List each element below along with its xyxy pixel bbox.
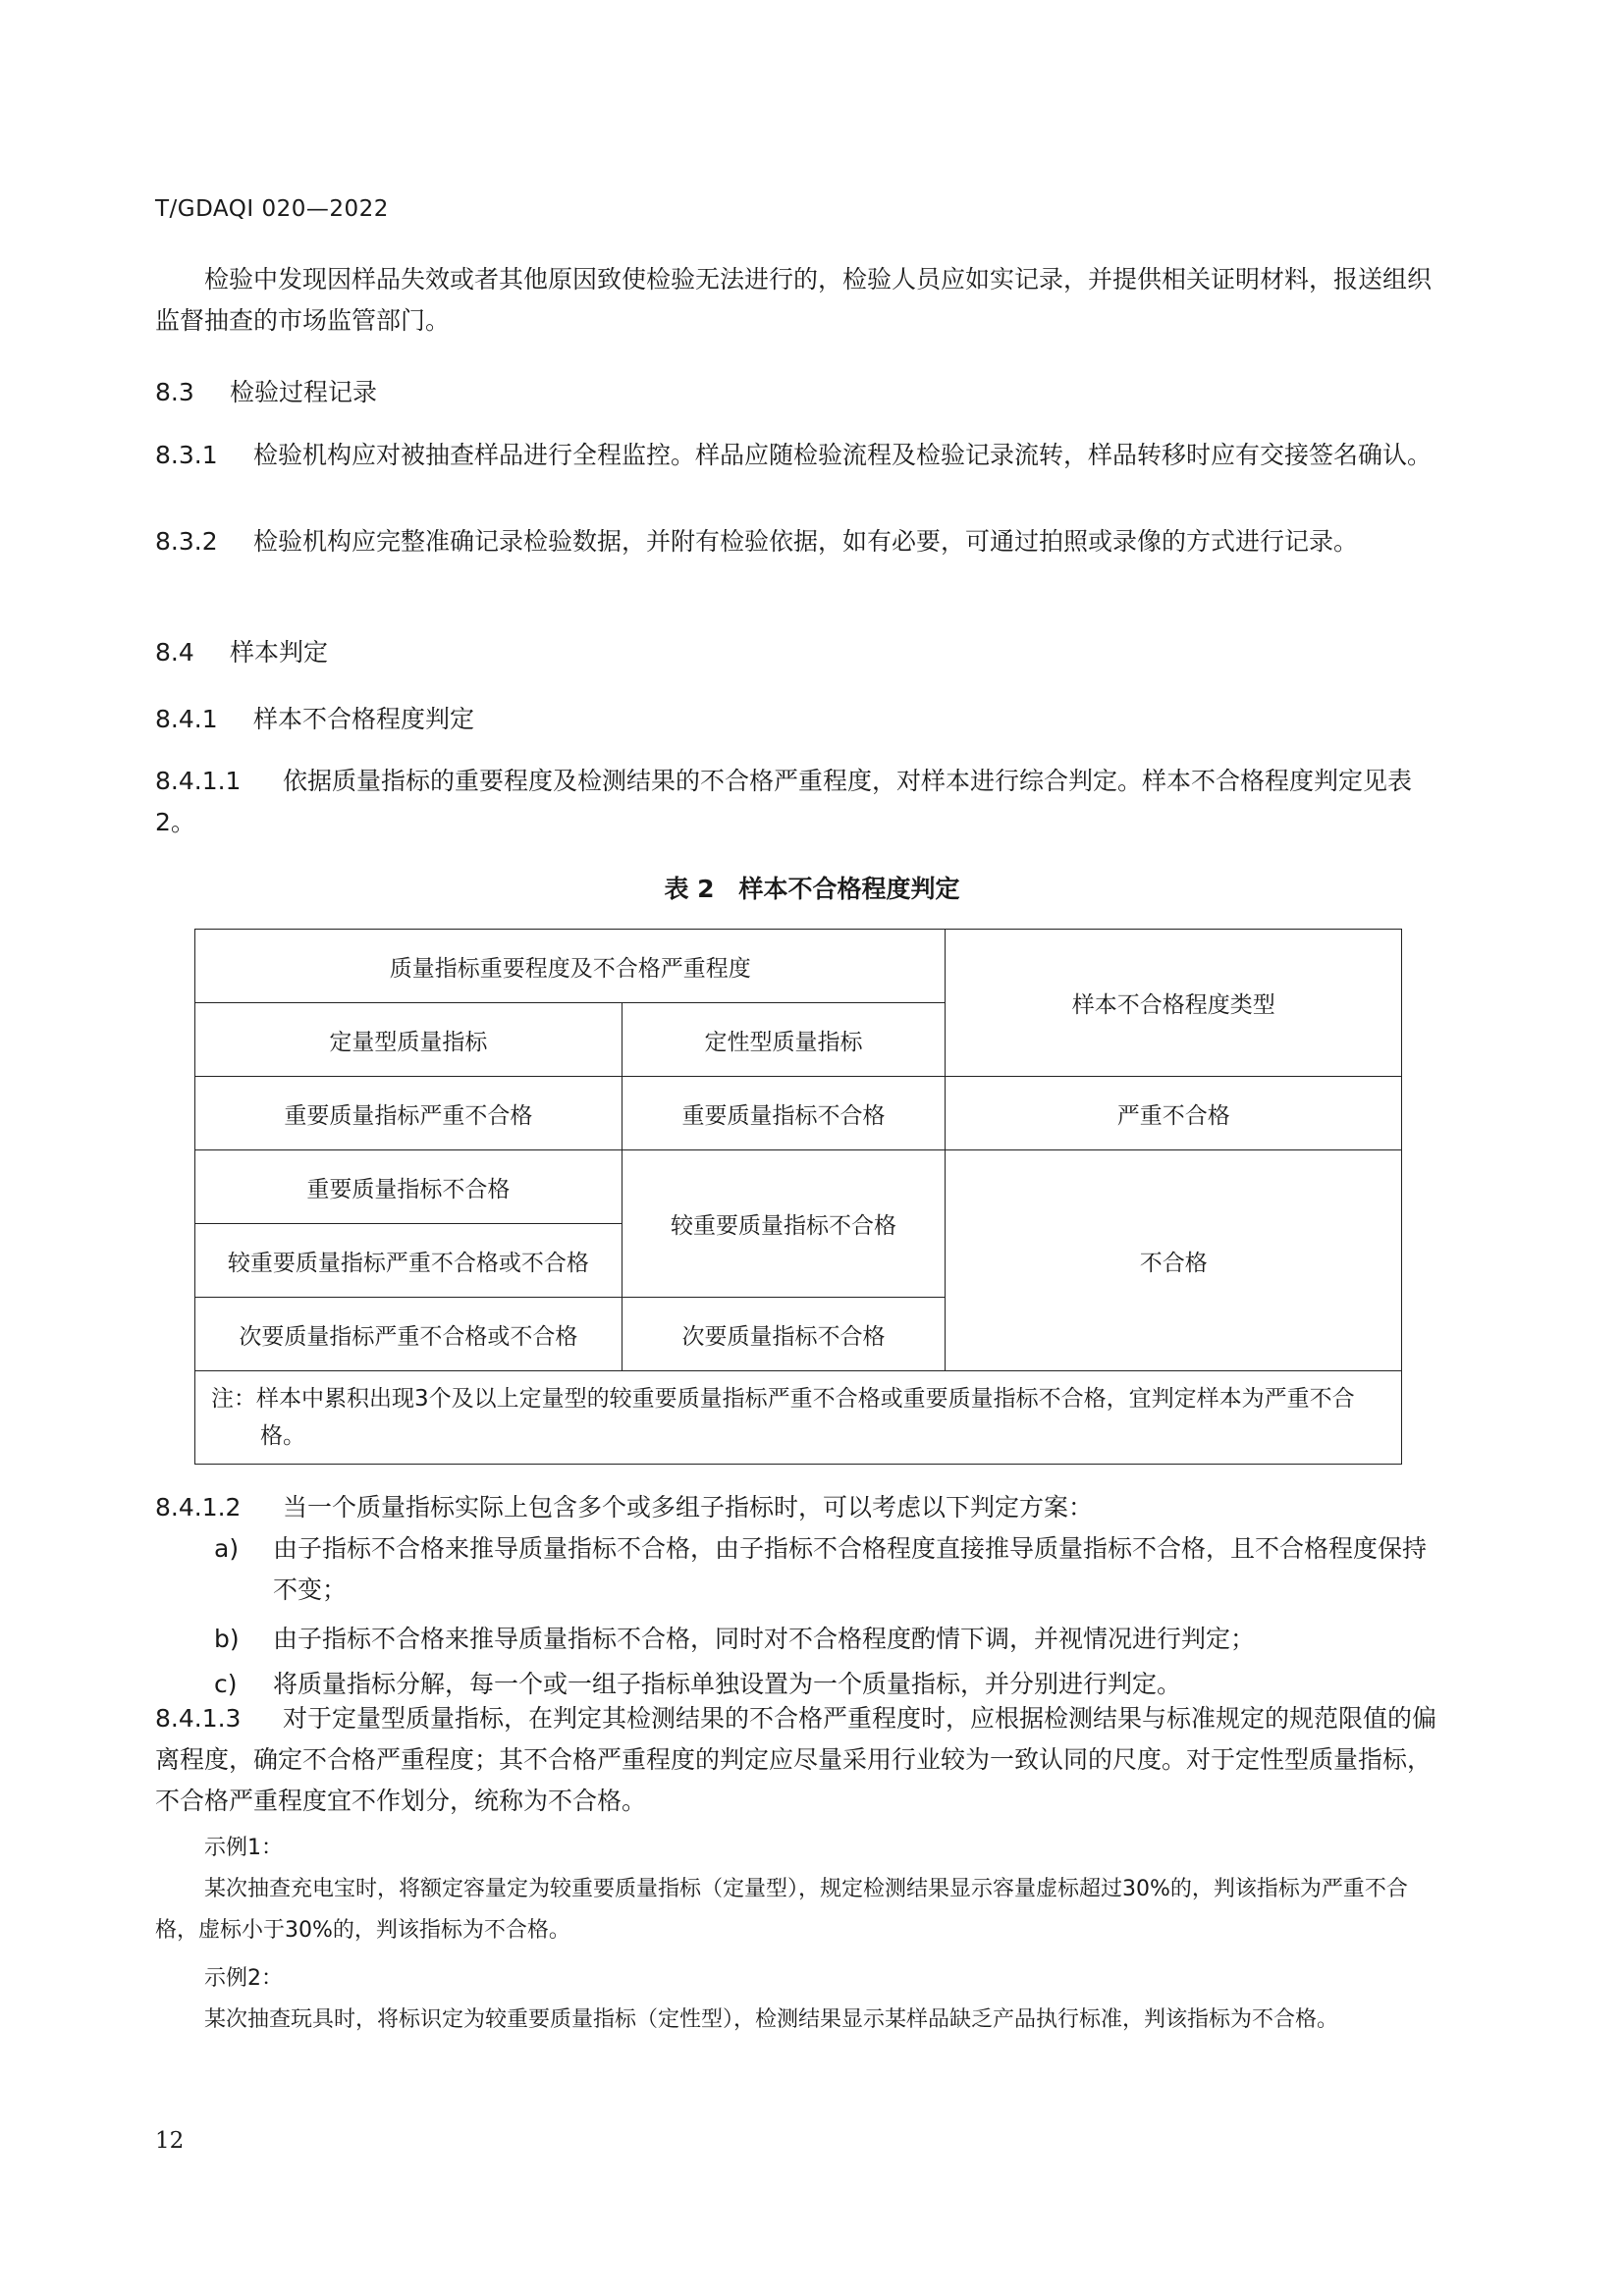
list-item-text: 由子指标不合格来推导质量指标不合格，由子指标不合格程度直接推导质量指标不合格，且不合格程度保持不变； [273, 1534, 1428, 1604]
clause-8-3-2 [155, 521, 1443, 562]
list-item [155, 1619, 1443, 1660]
table-cell: 严重不合格 [946, 1077, 1402, 1150]
section-title: 样本不合格程度判定 [253, 705, 475, 733]
clause-text: 检验机构应完整准确记录检验数据，并附有检验依据，如有必要，可通过拍照或录像的方式进行记录。 [253, 527, 1359, 556]
table-cell: 较重要质量指标严重不合格或不合格 [195, 1224, 623, 1298]
table-cell: 重要质量指标不合格 [622, 1077, 946, 1150]
example-label: 示例2： [204, 1966, 283, 1991]
clause-text: 当一个质量指标实际上包含多个或多组子指标时，可以考虑以下判定方案： [283, 1493, 1094, 1522]
section-number: 8.3 [155, 378, 194, 406]
table-cell: 较重要质量指标不合格 [622, 1150, 946, 1298]
table-caption: 表 2 样本不合格程度判定 [664, 875, 960, 903]
clause-number: 8.4.1.3 [155, 1704, 242, 1733]
section-8-4-heading [155, 633, 328, 668]
clause-8-4-1-2 [155, 1487, 1443, 1705]
clause-8-3-1 [155, 435, 1443, 476]
clause-8-4-1-1 [155, 761, 1443, 843]
example-text: 某次抽查玩具时，将标识定为较重要质量指标（定性型），检测结果显示某样品缺乏产品执行标准，判该指标为不合格。 [204, 2007, 1339, 2032]
list-item-text: 将质量指标分解，每一个或一组子指标单独设置为一个质量指标，并分别进行判定。 [273, 1670, 1182, 1698]
example-label: 示例1： [204, 1836, 283, 1860]
section-title: 检验过程记录 [230, 378, 378, 406]
clause-lead [155, 1487, 1443, 1528]
judgement-table [194, 929, 1402, 1465]
section-8-4-1-heading [155, 700, 474, 735]
page-number: 12 [155, 2128, 185, 2154]
clause-number: 8.3.2 [155, 527, 218, 556]
table-cell: 重要质量指标严重不合格 [195, 1077, 623, 1150]
clause-number: 8.4.1.1 [155, 767, 242, 795]
section-number: 8.4.1 [155, 705, 218, 733]
list-item-label: b) [214, 1625, 240, 1653]
clause-8-4-1-3 [155, 1698, 1443, 1822]
header-group-cell: 质量指标重要程度及不合格严重程度 [195, 930, 946, 1003]
list-item [155, 1528, 1443, 1611]
clause-text: 对于定量型质量指标，在判定其检测结果的不合格严重程度时，应根据检测结果与标准规定的规范限值的偏离程度，确定不合格严重程度；其不合格严重程度的判定应尽量采用行业较为一致认同的尺度。对于定性型质量指标，不合格严重程度宜不作划分，统称为不合格。 [155, 1704, 1437, 1815]
example-2 [155, 1958, 1443, 2041]
table-cell: 次要质量指标严重不合格或不合格 [195, 1298, 623, 1371]
section-title: 样本判定 [230, 638, 329, 667]
clause-number: 8.4.1.2 [155, 1493, 242, 1522]
clause-number: 8.3.1 [155, 441, 218, 469]
list-item-label: c) [214, 1670, 238, 1698]
table-cell: 重要质量指标不合格 [195, 1150, 623, 1224]
table-cell: 不合格 [946, 1150, 1402, 1371]
header-qual-cell: 定性型质量指标 [622, 1003, 946, 1077]
table-cell: 次要质量指标不合格 [622, 1298, 946, 1371]
clause-text: 检验机构应对被抽查样品进行全程监控。样品应随检验流程及检验记录流转，样品转移时应有交接签名确认。 [253, 441, 1433, 469]
header-type-cell: 样本不合格程度类型 [946, 930, 1402, 1077]
header-quant-cell: 定量型质量指标 [195, 1003, 623, 1077]
document-code-header: T/GDAQI 020—2022 [155, 196, 389, 222]
table-note: 注：样本中累积出现3个及以上定量型的较重要质量指标严重不合格或重要质量指标不合格，宜判定样本为严重不合格。 [195, 1371, 1402, 1465]
section-8-3-heading [155, 373, 377, 408]
example-text: 某次抽查充电宝时，将额定容量定为较重要质量指标（定量型），规定检测结果显示容量虚标超过30%的，判该指标为严重不合格，虚标小于30%的，判该指标为不合格。 [155, 1877, 1408, 1943]
list-item-text: 由子指标不合格来推导质量指标不合格，同时对不合格程度酌情下调，并视情况进行判定； [273, 1625, 1256, 1653]
intro-paragraph: 检验中发现因样品失效或者其他原因致使检验无法进行的，检验人员应如实记录，并提供相关证明材料，报送组织监督抽查的市场监管部门。 [155, 265, 1433, 335]
section-number: 8.4 [155, 638, 194, 667]
clause-text: 依据质量指标的重要程度及检测结果的不合格严重程度，对样本进行综合判定。样本不合格程度判定见表 2。 [155, 767, 1413, 836]
example-1 [155, 1828, 1443, 1951]
list-item-label: a) [214, 1534, 240, 1563]
